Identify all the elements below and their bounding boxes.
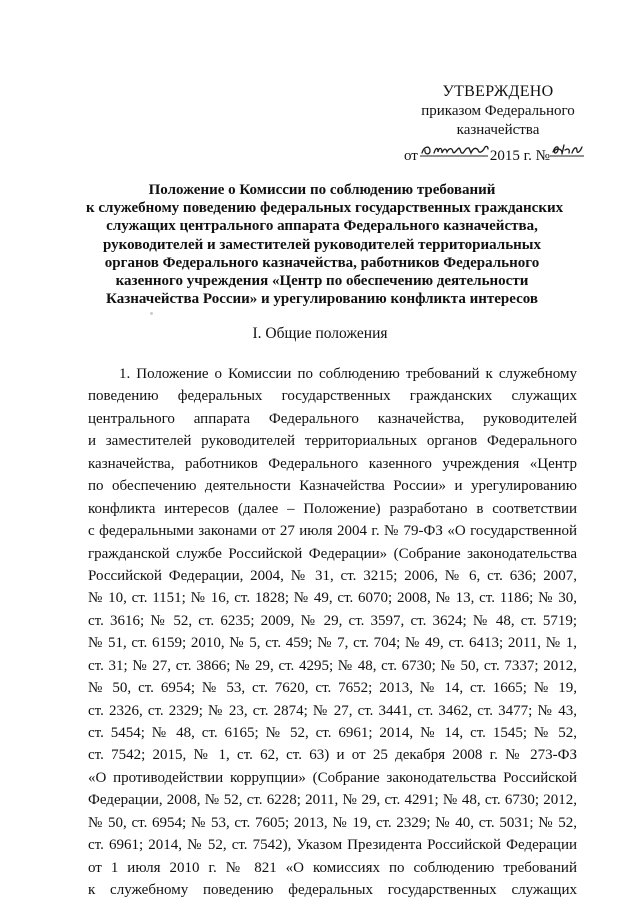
body-line: ст. 2326, ст. 2329; № 23, ст. 2874; № 27, ст. 3441, ст. 3462, ст. 3477; № 43, xyxy=(88,702,577,719)
title-line: казенного учреждения «Центр по обеспечению деятельности xyxy=(115,273,529,290)
body-line: Федерации, 2008, № 52, ст. 6228; 2011, № 29, ст. 4291; № 48, ст. 6730; 2012, xyxy=(88,792,577,809)
body-line: ст. 7542; 2015, № 1, ст. 62, ст. 63) и от 25 декабря 2008 г. № 273-ФЗ xyxy=(88,747,577,764)
body-line: № 50, ст. 6954; № 53, ст. 7620, ст. 7652; 2013, № 14, ст. 1665; № 19, xyxy=(88,680,577,697)
body-line: № 10, ст. 1151; № 16, ст. 1828; № 49, ст. 6070; 2008, № 13, ст. 1186; № 30, xyxy=(88,590,577,607)
body-line: центрального аппарата Федерального казначейства, руководителей xyxy=(88,410,577,427)
date-prefix: от xyxy=(404,148,418,164)
document-title xyxy=(86,181,564,308)
body-line: с федеральными законами от 27 июля 2004 г. № 79-ФЗ «О государственной xyxy=(88,523,577,540)
title-line: Казначейства России» и урегулированию конфликта интересов xyxy=(106,291,538,308)
body-line: поведению федеральных государственных гражданских служащих xyxy=(88,388,577,405)
body-line: ст. 31; № 27, ст. 3866; № 29, ст. 4295; № 48, ст. 6730; № 50, ст. 7337; 2012, xyxy=(88,657,577,674)
scan-speck xyxy=(150,312,153,315)
body-line: ст. 5454; № 48, ст. 6165; № 52, ст. 6961; 2014, № 14, ст. 1545; № 52, xyxy=(88,725,577,741)
title-line: к служебному поведению федеральных государственных гражданских xyxy=(86,200,564,217)
body-line: ст. 3616; № 52, ст. 6235; 2009, № 29, ст. 3597, ст. 3624; № 48, ст. 5719; xyxy=(88,612,577,629)
body-line: по обеспечению деятельности Казначейства России» и урегулированию xyxy=(88,478,577,495)
body-line: 1. Положение о Комиссии по соблюдению требований к служебному xyxy=(119,366,577,382)
approval-order-line: казначейства xyxy=(456,122,540,138)
body-line: от 1 июля 2010 г. № 821 «О комиссиях по соблюдению требований xyxy=(88,859,577,876)
approval-date-line xyxy=(398,140,598,166)
body-line: гражданской службе Российской Федерации» (Собрание законодательства xyxy=(88,545,577,562)
body-line: казначейства, работников Федерального казенного учреждения «Центр xyxy=(88,455,577,472)
handwritten-date-signature xyxy=(418,140,490,160)
body-text xyxy=(88,363,577,902)
approval-order-line: приказом Федерального xyxy=(421,103,575,119)
title-line: органов Федерального казначейства, работников Федерального xyxy=(104,254,540,271)
title-line: руководителей и заместителей руководителей территориальных xyxy=(103,236,541,253)
section-heading: I. Общие положения xyxy=(252,325,388,342)
body-line: и заместителей руководителей территориальных органов Федерального xyxy=(88,433,577,450)
body-line: ст. 6961; 2014, № 52, ст. 7542), Указом Президента Российской Федерации xyxy=(88,837,577,854)
date-year-number: 2015 г. № xyxy=(489,148,550,164)
approval-block xyxy=(398,82,598,166)
body-line: № 50, ст. 6954; № 53, ст. 7605; 2013, № 19, ст. 2329; № 40, ст. 5031; № 52, xyxy=(88,814,577,831)
title-line: Положение о Комиссии по соблюдению требований xyxy=(148,182,496,198)
body-line: «О противодействии коррупции» (Собрание законодательства Российской xyxy=(88,769,577,786)
approval-heading: УТВЕРЖДЕНО xyxy=(442,83,554,100)
handwritten-order-number xyxy=(550,140,584,160)
body-line: к служебному поведению федеральных государственных служащих xyxy=(88,882,577,899)
body-line: № 51, ст. 6159; 2010, № 5, ст. 459; № 7, ст. 704; № 49, ст. 6413; 2011, № 1, xyxy=(88,635,577,652)
body-line: Российской Федерации, 2004, № 31, ст. 3215; 2006, № 6, ст. 636; 2007, xyxy=(88,567,577,584)
body-line: конфликта интересов (далее – Положение) разработано в соответствии xyxy=(88,500,577,517)
title-line: служащих центрального аппарата Федерального казначейства, xyxy=(106,218,538,235)
